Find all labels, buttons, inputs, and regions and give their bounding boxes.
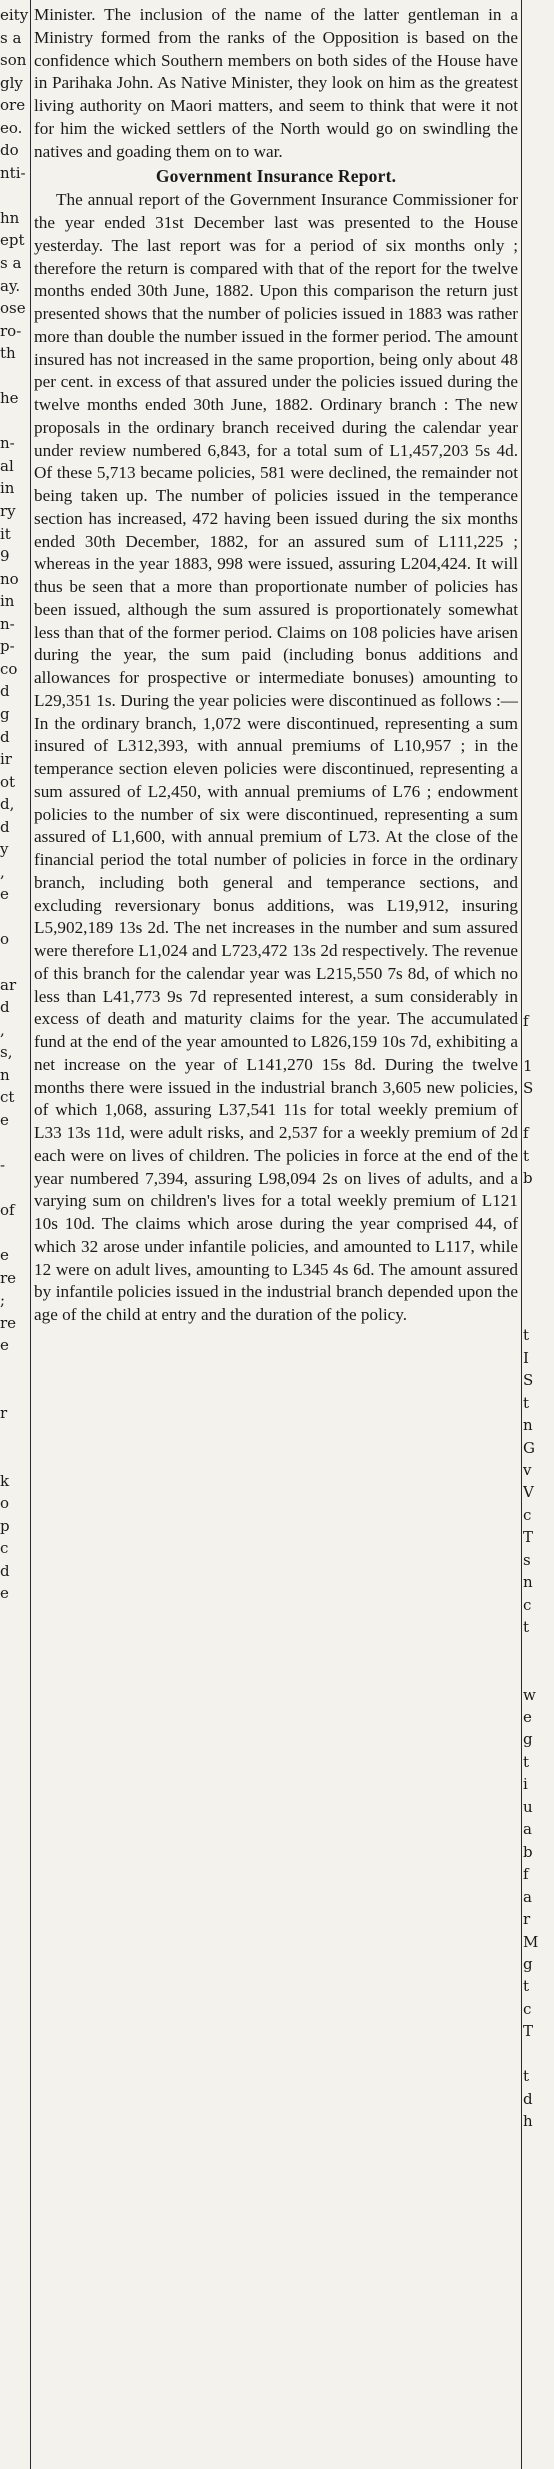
left-fragment-line [0, 1920, 30, 1943]
left-fragment-line [0, 1447, 30, 1470]
left-fragment-line [0, 1785, 30, 1808]
right-fragment-line [523, 112, 554, 134]
left-fragment-line: p- [0, 637, 15, 656]
left-fragment-line [0, 2056, 30, 2079]
right-fragment-line [523, 651, 554, 673]
column-rule-left [30, 0, 31, 2469]
right-fragment-line: T [523, 2022, 534, 2041]
left-fragment-line [0, 1131, 30, 1154]
right-fragment-line [523, 1100, 554, 1122]
left-fragment-line [0, 1966, 30, 1989]
right-fragment-line [523, 134, 554, 156]
right-fragment-line [523, 404, 554, 426]
right-fragment-line [523, 516, 554, 538]
right-fragment-line: g [523, 1954, 533, 1973]
left-fragment-line: s a [0, 28, 22, 47]
right-fragment-line [523, 538, 554, 560]
right-fragment-line [523, 830, 554, 852]
left-fragment-line: ept [0, 231, 25, 250]
right-fragment-line: c [523, 1595, 532, 1614]
left-fragment-line: s, [0, 1043, 13, 1062]
right-fragment-line [523, 1190, 554, 1212]
left-fragment-line: ar [0, 975, 17, 994]
right-column-fragments [523, 22, 554, 2133]
left-fragment-line [0, 2326, 30, 2349]
left-fragment-line: y [0, 840, 9, 859]
left-fragment-line [0, 2011, 30, 2034]
left-fragment-line [0, 2123, 30, 2146]
right-fragment-line: T [523, 1528, 534, 1547]
left-fragment-line: d, [0, 795, 15, 814]
left-column-fragments [0, 4, 30, 2371]
left-fragment-line: gly [0, 73, 23, 92]
right-fragment-line [523, 1661, 554, 1683]
left-fragment-line: ir [0, 750, 12, 769]
left-fragment-line [0, 365, 30, 388]
right-fragment-line: n [523, 1573, 533, 1592]
right-fragment-line [523, 561, 554, 583]
left-fragment-line: re [0, 1313, 17, 1332]
right-fragment-line: f [523, 1124, 529, 1143]
right-fragment-line: v [523, 1461, 532, 1479]
right-fragment-line: t [523, 1977, 530, 1996]
right-fragment-line [523, 202, 554, 224]
left-fragment-line: e [0, 1246, 9, 1265]
right-fragment-line [523, 1257, 554, 1279]
left-fragment-line: hn [0, 208, 20, 227]
right-fragment-line [523, 898, 554, 920]
right-fragment-line: t [523, 1393, 530, 1412]
right-fragment-line [523, 606, 554, 628]
article-continuation: Minister. The inclusion of the name of the latter gentleman in a Ministry formed from the ranks of the Opposition is based on the confidence which Southern members on both sides of the House have in Parihaka John. As Native Minister, they look on him as the greatest living authority on Maori matters, and seem to think that were it not for him the wicked settlers of the North would go on swindling the natives and goading them on to war. [34, 5, 518, 161]
right-fragment-line: f [523, 1865, 529, 1884]
right-fragment-line [523, 785, 554, 807]
left-fragment-line: ay. [0, 276, 21, 295]
left-fragment-line [0, 2236, 30, 2259]
left-fragment-line: in [0, 479, 15, 498]
left-fragment-line: o [0, 1494, 10, 1513]
left-fragment-line: p [0, 1516, 10, 1535]
left-fragment-line: it [0, 524, 11, 543]
left-fragment-line [0, 2078, 30, 2101]
right-fragment-line [523, 628, 554, 650]
right-fragment-line: a [523, 1820, 532, 1839]
left-fragment-line [0, 1875, 30, 1898]
left-fragment-line: , [0, 1020, 5, 1039]
right-fragment-line [523, 943, 554, 965]
left-fragment-line: o [0, 930, 10, 949]
left-fragment-line [0, 410, 30, 433]
left-fragment-line [0, 1808, 30, 1831]
left-fragment-line: d [0, 817, 10, 836]
left-fragment-line: co [0, 659, 18, 678]
left-fragment-line: n- [0, 434, 15, 453]
right-fragment-line: M [523, 1932, 539, 1951]
right-fragment-line: c [523, 1999, 532, 2018]
right-fragment-line [523, 763, 554, 785]
right-fragment-line [523, 449, 554, 471]
left-fragment-line [0, 1176, 30, 1199]
right-fragment-line [523, 696, 554, 718]
left-fragment-line: ; [0, 1291, 6, 1310]
left-fragment-line: n [0, 1065, 10, 1084]
left-fragment-line: d [0, 682, 10, 701]
left-fragment-line [0, 2169, 30, 2192]
left-fragment-line: do [0, 141, 19, 160]
right-fragment-line [523, 1302, 554, 1324]
left-fragment-line: r [0, 1403, 8, 1422]
left-fragment-line [0, 1424, 30, 1447]
right-fragment-line [523, 44, 554, 66]
right-fragment-line: w [523, 1685, 536, 1704]
column-rule-right [521, 0, 522, 2469]
left-fragment-line: - [0, 1155, 6, 1174]
left-fragment-line: ore [0, 96, 26, 115]
right-fragment-line [523, 965, 554, 987]
left-fragment-line: of [0, 1200, 15, 1219]
right-fragment-line [523, 741, 554, 763]
right-fragment-line: i [523, 1775, 528, 1794]
right-fragment-line: c [523, 1505, 532, 1524]
left-fragment-line [0, 1379, 30, 1402]
right-fragment-line [523, 494, 554, 516]
left-fragment-line [0, 1718, 30, 1741]
right-fragment-line: S [523, 1371, 534, 1390]
left-fragment-line: ose [0, 299, 26, 318]
left-fragment-line: al [0, 456, 14, 475]
left-fragment-line [0, 1763, 30, 1786]
left-fragment-line [0, 1740, 30, 1763]
left-fragment-line [0, 1830, 30, 1853]
right-fragment-line: d [523, 2089, 533, 2108]
right-fragment-line [523, 1234, 554, 1256]
left-fragment-line: n- [0, 614, 15, 633]
left-fragment-line: 9 [0, 547, 10, 566]
right-fragment-line [523, 718, 554, 740]
right-fragment-line: f [523, 1011, 529, 1030]
left-fragment-line: k [0, 1471, 10, 1490]
left-fragment-line: e [0, 1110, 9, 1129]
left-fragment-line: son [0, 51, 27, 70]
left-fragment-line: c [0, 1539, 9, 1558]
right-fragment-line [523, 583, 554, 605]
left-fragment-line [0, 184, 30, 207]
left-fragment-line [0, 1898, 30, 1921]
right-fragment-line [523, 875, 554, 897]
article-column [34, 4, 518, 1327]
right-fragment-line [523, 1032, 554, 1054]
right-fragment-line [523, 853, 554, 875]
left-fragment-line [0, 951, 30, 974]
left-fragment-line: th [0, 344, 16, 363]
left-fragment-line [0, 1672, 30, 1695]
right-fragment-line [523, 291, 554, 313]
right-fragment-line: a [523, 1887, 532, 1906]
left-fragment-line [0, 2214, 30, 2237]
right-fragment-line [523, 673, 554, 695]
left-fragment-line: ct [0, 1088, 15, 1107]
left-fragment-line: eity [0, 6, 29, 24]
left-fragment-line [0, 2191, 30, 2214]
left-fragment-line [0, 1650, 30, 1673]
left-fragment-line: in [0, 592, 15, 611]
right-fragment-line [523, 808, 554, 830]
right-fragment-line [523, 89, 554, 111]
left-fragment-line: eo. [0, 118, 23, 137]
right-fragment-line: V [523, 1483, 534, 1502]
left-fragment-line [0, 2259, 30, 2282]
right-fragment-line: h [523, 2112, 533, 2131]
right-fragment-line [523, 157, 554, 179]
right-fragment-line [523, 22, 554, 44]
right-fragment-line [523, 381, 554, 403]
left-fragment-line: ro- [0, 321, 22, 340]
right-fragment-line: t [523, 1618, 530, 1637]
right-fragment-line [523, 920, 554, 942]
right-fragment-line [523, 1212, 554, 1234]
left-fragment-line [0, 906, 30, 929]
left-fragment-line: g [0, 704, 10, 723]
right-fragment-line: 1 [523, 1056, 533, 1075]
right-fragment-line: t [523, 1752, 530, 1771]
left-fragment-line: e [0, 885, 9, 904]
right-fragment-line [523, 269, 554, 291]
right-fragment-line: I [523, 1348, 529, 1367]
left-fragment-line: he [0, 389, 19, 408]
right-fragment-line [523, 987, 554, 1009]
right-fragment-line: S [523, 1079, 534, 1098]
right-fragment-line: e [523, 1707, 532, 1726]
right-fragment-line: G [523, 1438, 535, 1457]
right-fragment-line [523, 359, 554, 381]
right-fragment-line: s [523, 1550, 531, 1569]
left-fragment-line [0, 1222, 30, 1245]
right-fragment-line: t [523, 1326, 530, 1345]
right-fragment-line: r [523, 1910, 531, 1929]
left-fragment-line [0, 2304, 30, 2327]
left-fragment-line [0, 2349, 30, 2372]
left-fragment-line: e [0, 1336, 9, 1355]
left-fragment-line [0, 1943, 30, 1966]
right-fragment-line: t [523, 2067, 530, 2086]
article-heading: Government Insurance Report. [155, 166, 397, 187]
left-fragment-line: d [0, 727, 10, 746]
right-fragment-line: b [523, 1169, 533, 1188]
right-fragment-line [523, 247, 554, 269]
left-fragment-line [0, 2101, 30, 2124]
right-fragment-line: b [523, 1842, 533, 1861]
left-fragment-line: re [0, 1268, 17, 1287]
left-fragment-line [0, 1357, 30, 1380]
left-fragment-line [0, 1853, 30, 1876]
right-fragment-line [523, 2043, 554, 2065]
left-fragment-line [0, 1695, 30, 1718]
right-fragment-line [523, 224, 554, 246]
right-fragment-line: u [523, 1797, 533, 1816]
right-fragment-line: g [523, 1730, 533, 1749]
right-fragment-line [523, 336, 554, 358]
left-fragment-line [0, 1627, 30, 1650]
left-fragment-line: e [0, 1584, 9, 1603]
right-fragment-line [523, 471, 554, 493]
right-fragment-line [523, 179, 554, 201]
left-fragment-line [0, 1988, 30, 2011]
left-fragment-line: d [0, 1561, 10, 1580]
left-fragment-line [0, 2033, 30, 2056]
left-fragment-line: s a [0, 254, 22, 273]
right-fragment-line [523, 1639, 554, 1661]
article-body: The annual report of the Government Insurance Commissioner for the year ended 31st December last was presented to the House yesterday. The last report was for a period of six months only ; therefore the return is compared with that of the report for the twelve months ended 30th June, 1882. Upon this comparison the return just presented shows that the number of policies issued in 1883 was rather more than double the number issued in the former period. The amount insured has not increased in the same proportion, being only about 48 per cent. in excess of that assured under the policies issued during the twelve months ended 30th June, 1882. Ordinary branch : The new proposals in the ordinary branch received during the calendar year under review numbered 6,843, for a total sum of L1,457,203 5s 4d. Of these 5,713 became policies, 581 were declined, the remainder not being taken up. The number of policies issued in the temperance section has increased, 472 having been issued during the six months ended 30th December, 1882, for an assured sum of L111,225 ; whereas in the year 1883, 998 were issued, assuring L204,424. It will thus be seen that a more than proportionate number of policies has been issued, although the sum assured is proportionately somewhat less than that of the former period. Claims on 108 policies have arisen during the year, the sum paid (including bonus additions and allowances for prospective or intermediate bonuses) amounting to L29,351 1s. During the year policies were discontinued as follows :—In the ordinary branch, 1,072 were discontinued, representing a sum insured of L312,393, with annual premiums of L10,957 ; in the temperance section eleven policies were discontinued, representing a sum assured of L2,450, with annual premiums of L76 ; endowment policies to the number of six were discontinued, representing a sum assured of L1,600, with annual premium of L73. At the close of the financial period the total number of policies in force in the ordinary branch, including both general and temperance sections, and excluding reversionary bonus additions, was L19,912, insuring L5,902,189 13s 2d. The net increases in the number and sum assured were therefore L1,024 and L723,472 13s 2d respectively. The revenue of this branch for the calendar year was L215,550 7s 8d, of which no less than L41,773 9s 7d represented interest, a sum considerably in excess of death and maturity claims for the year. The accumulated fund at the end of the year amounted to L826,159 10s 7d, exhibiting a net increase on the year of L141,270 15s 8d. During the twelve months there were issued in the industrial branch 3,605 new policies, of which 1,068, assuring L37,541 11s for total weekly premium of L33 13s 11d, were adult risks, and 2,537 for a weekly premium of 2d each were on lives of children. The policies in force at the end of the year numbered 7,394, assuring L98,094 2s on lives of adults, and a varying sum on children's lives for a total weekly premium of L121 10s 10d. The claims which arose during the year comprised 44, of which 32 arose under infantile policies, and amounted to L117, while 12 were on adult lives, amounting to L345 4s 6d. The amount assured by infantile policies issued in the industrial branch depended upon the age of the child at entry and the duration of the policy. [34, 190, 518, 1324]
left-fragment-line: ot [0, 772, 16, 791]
right-fragment-line [523, 314, 554, 336]
right-fragment-line [523, 67, 554, 89]
left-fragment-line: d [0, 998, 10, 1017]
right-fragment-line [523, 1279, 554, 1301]
left-fragment-line: nti- [0, 163, 26, 182]
left-fragment-line [0, 1605, 30, 1628]
right-fragment-line [523, 426, 554, 448]
left-fragment-line: , [0, 862, 5, 881]
left-fragment-line: no [0, 569, 19, 588]
left-fragment-line [0, 2281, 30, 2304]
right-fragment-line: n [523, 1416, 533, 1435]
left-fragment-line: ry [0, 502, 16, 521]
right-fragment-line: t [523, 1146, 530, 1165]
left-fragment-line [0, 2146, 30, 2169]
